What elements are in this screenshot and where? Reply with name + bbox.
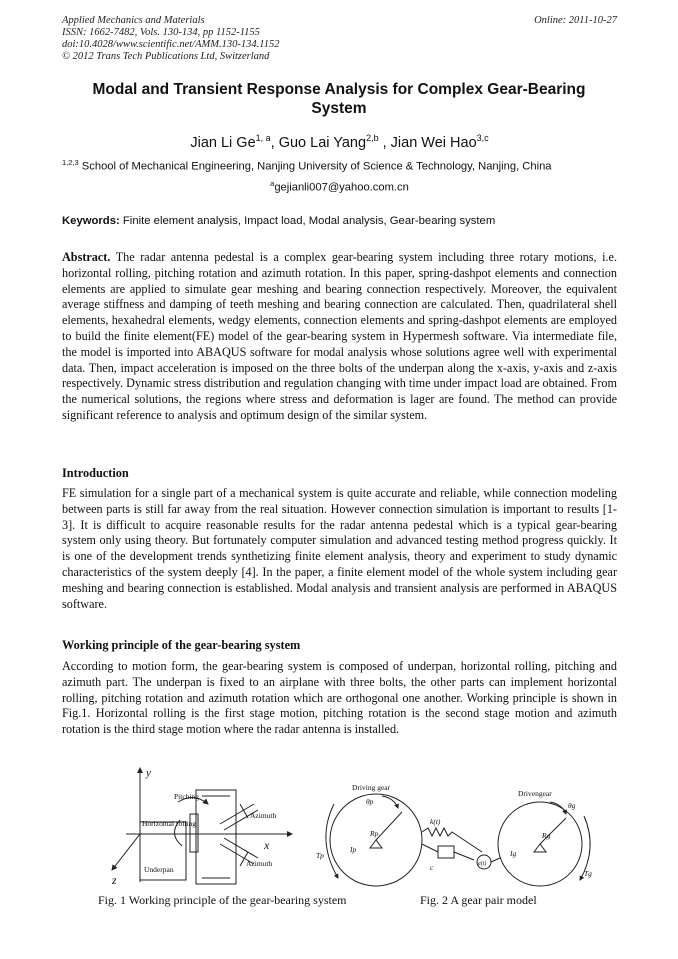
figure-1-caption: Fig. 1 Working principle of the gear-bearing system xyxy=(98,893,347,907)
affiliation-text: School of Mechanical Engineering, Nanjing University of Science & Technology, Nanjing, China xyxy=(78,160,552,173)
author-1: Jian Li Ge xyxy=(190,134,256,151)
label-azimuth-bottom: Azimuth xyxy=(246,859,273,868)
label-et: e(t) xyxy=(478,861,487,867)
label-ig: Ig xyxy=(510,849,517,858)
email-line xyxy=(62,177,617,195)
abstract-label: Abstract. xyxy=(62,250,111,264)
driving-torque-arc xyxy=(326,804,338,878)
azimuth-disk-top xyxy=(220,804,254,824)
label-azimuth-top: Azimuth xyxy=(250,811,277,820)
figure-1 xyxy=(108,762,298,890)
paper-title: Modal and Transient Response Analysis for Complex Gear-Bearing System xyxy=(92,81,586,117)
keywords xyxy=(62,214,622,228)
label-tp: Tp xyxy=(316,851,324,860)
email-sup: a xyxy=(270,179,275,188)
azimuth-disk-bottom-2 xyxy=(224,838,258,858)
label-tg: Tg xyxy=(584,869,592,878)
keywords-text: Finite element analysis, Impact load, Modal analysis, Gear-bearing system xyxy=(119,215,496,227)
figure-1-diagram xyxy=(108,762,298,890)
label-kt: k(t) xyxy=(430,817,441,826)
journal-doi: doi:10.4028/www.scientific.net/AMM.130-134.1152 xyxy=(62,39,280,50)
working-principle-paragraph: According to motion form, the gear-bearing system is composed of underpan, horizontal rolling, pitching and azimuth part. The underpan is fixed to an airplane with three bolts, the other parts can implement horizontal rolling, pitching rotation and azimuth rotation which are orthogonal one another. Working principle is shown in Fig.1. Horizontal rolling is the first stage motion, pitching rotation is the second stage motion and azimuth rotation is the third stage motion where the radar antenna is installed. xyxy=(62,659,617,737)
label-rp: Rp xyxy=(370,829,379,838)
driving-ground xyxy=(370,840,382,848)
keywords-label: Keywords: xyxy=(62,215,120,227)
figure-2 xyxy=(312,782,622,892)
figure-2-diagram xyxy=(312,782,622,892)
dashpot-body xyxy=(438,846,454,858)
author-3-affil: 3,c xyxy=(476,133,489,143)
author-2: Guo Lai Yang xyxy=(278,134,367,151)
axis-label-z: z xyxy=(112,873,117,887)
label-theta-g: θg xyxy=(568,801,576,810)
figure-2-caption: Fig. 2 A gear pair model xyxy=(420,893,537,907)
z-axis-line xyxy=(112,834,140,870)
online-date: Online: 2011-10-27 xyxy=(534,15,617,26)
label-ip: Ip xyxy=(350,845,357,854)
driven-ground xyxy=(534,844,546,852)
dashpot-rod-left xyxy=(422,844,438,852)
abstract xyxy=(62,250,617,424)
affiliation xyxy=(62,156,622,174)
author-3: Jian Wei Hao xyxy=(390,134,477,151)
label-driving-gear: Driving gear xyxy=(352,783,391,792)
error-link xyxy=(491,858,500,862)
label-pitching: Pitching xyxy=(174,792,200,801)
email-address[interactable]: gejianli007@yahoo.com.cn xyxy=(274,181,409,194)
label-underpan: Underpan xyxy=(144,865,174,874)
journal-header xyxy=(62,15,617,63)
journal-name: Applied Mechanics and Materials xyxy=(62,15,205,26)
label-c: c xyxy=(430,863,434,872)
theta-p-arrow xyxy=(382,796,398,808)
introduction-paragraph: FE simulation for a single part of a mechanical system is quite accurate and reliable, while connection modeling between parts is still far away from the real situation. However connection simulation is important to results [1-3]. It is difficult to acquire reasonable results for the radar antenna pedestal which is a typical gear-bearing system only using theory. But fortunately computer simulation and advanced testing method progress quickly. It is one of the development trends synthetizing finite element analysis, theory and experiment to study dynamic characteristics of the system deeply [4]. In the paper, a finite element model of the whole system including gear meshing and bearing connection is established. Modal analysis and transient analysis are performed in ABAQUS software. xyxy=(62,486,617,611)
label-rg: Rg xyxy=(542,831,551,840)
dashpot-rod-right xyxy=(454,852,474,860)
author-2-affil: 2,b xyxy=(366,133,379,143)
driving-radius xyxy=(376,812,402,840)
section-heading-working-principle: Working principle of the gear-bearing system xyxy=(62,638,301,652)
axis-label-y: y xyxy=(146,767,151,779)
axis-label-x: x xyxy=(264,838,270,852)
author-list: Jian Li Ge$^{1, a}$, Guo Lai Yang$^{2,b}$ , Jian Wei Hao$^{3,c}$ xyxy=(190,133,489,151)
journal-copyright: © 2012 Trans Tech Publications Ltd, Switzerland xyxy=(62,51,270,62)
label-driven-gear: Drivengear xyxy=(518,789,552,798)
label-horizontal-rolling: Horizontal rolling xyxy=(142,819,196,828)
author-1-affil: 1, a xyxy=(255,133,271,143)
affiliation-sup: 1,2,3 xyxy=(62,158,79,167)
journal-issn: ISSN: 1662-7482, Vols. 130-134, pp 1152-1155 xyxy=(62,27,260,38)
pitching-frame xyxy=(196,790,236,884)
abstract-text: The radar antenna pedestal is a complex gear-bearing system including three rotary motions, i.e. horizontal rolling, pitching rotation and azimuth rotation. In this paper, spring-dashpot elements and connection elements are applied to simulate gear meshing and bearing connection respectively. Moreover, the equivalent average stiffness and damping of teeth meshing and bearing connection are calculated. Then, quadrilateral shell elements, hexahedral elements, wedgy elements, connection elements and spring-dashpot elements are employed to build the finite element(FE) model of the gear-bearing system in Hypermesh software. Via intermediate file, the model is imported into ABAQUS software for modal analysis whose solutions agree well with experimental data. Then, impact acceleration is imposed on the three bolts of the underpan along the x-axis, y-axis and z-axis respectively. Dynamic stress distribution and regulation changing with time under impact load are obtained. From the numerical solutions, the regions where stress and deformation is lager are found. The method can provide significant reference to analysis and optimum design of the similar system. xyxy=(62,250,617,422)
label-theta-p: θp xyxy=(366,797,374,806)
section-heading-introduction: Introduction xyxy=(62,466,129,480)
